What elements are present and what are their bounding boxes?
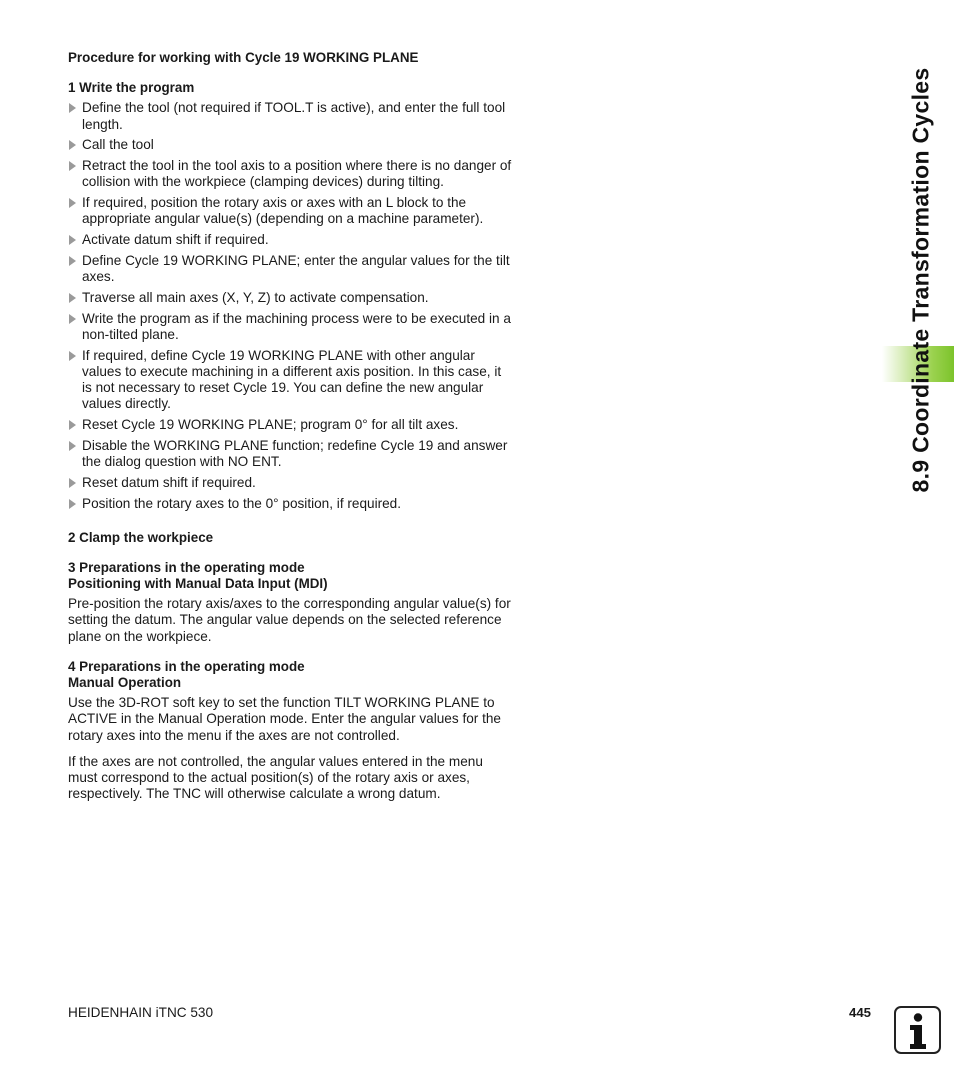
section-2-title: 2 Clamp the workpiece xyxy=(68,529,214,545)
list-item: Position the rotary axes to the 0° position, if required. xyxy=(68,496,513,512)
triangle-right-icon xyxy=(69,441,76,451)
section-4-text-2: If the axes are not controlled, the angular values entered in the menu must correspond to the actual position(s) of the rotary axis or axes, respectively. The TNC will otherwise calculate a wrong datum. xyxy=(68,753,483,802)
footer-product: HEIDENHAIN iTNC 530 xyxy=(68,1005,214,1020)
triangle-right-icon xyxy=(69,161,76,171)
list-item: If required, define Cycle 19 WORKING PLANE with other angular values to execute machining in a different axis position. In this case, it is not necessary to reset Cycle 19. You can define the new angular values directly. xyxy=(68,348,513,413)
page-number: 445 xyxy=(849,1005,872,1020)
chapter-side-title: 8.9 Coordinate Transformation Cycles xyxy=(907,67,934,493)
procedure-heading: Procedure for working with Cycle 19 WORKING PLANE xyxy=(68,50,419,65)
section-4-text-1: Use the 3D-ROT soft key to set the function TILT WORKING PLANE to ACTIVE in the Manual Operation mode. Enter the angular values for the rotary axes into the menu if the axes are not controlled. xyxy=(68,695,501,743)
list-item: Define the tool (not required if TOOL.T is active), and enter the full tool length. xyxy=(68,100,513,132)
list-item: If required, position the rotary axis or axes with an L block to the appropriate angular value(s) (depending on a machine parameter). xyxy=(68,195,513,227)
triangle-right-icon xyxy=(69,140,76,150)
triangle-right-icon xyxy=(69,293,76,303)
triangle-right-icon xyxy=(69,351,76,361)
list-item: Disable the WORKING PLANE function; redefine Cycle 19 and answer the dialog question with NO ENT. xyxy=(68,438,513,470)
section-4-title-line1: 4 Preparations in the operating mode xyxy=(68,658,305,674)
section-4-title-line2: Manual Operation xyxy=(68,675,182,691)
triangle-right-icon xyxy=(69,478,76,488)
triangle-right-icon xyxy=(69,499,76,509)
section-3-title-line1: 3 Preparations in the operating mode xyxy=(68,559,305,575)
triangle-right-icon xyxy=(69,256,76,266)
list-item: Traverse all main axes (X, Y, Z) to activate compensation. xyxy=(68,290,513,306)
triangle-right-icon xyxy=(69,420,76,430)
triangle-right-icon xyxy=(69,314,76,324)
triangle-right-icon xyxy=(69,198,76,208)
section-3-text: Pre-position the rotary axis/axes to the corresponding angular value(s) for setting the datum. The angular value depends on the selected reference plane on the workpiece. xyxy=(68,596,511,644)
list-item: Call the tool xyxy=(68,137,513,153)
section-3-title-line2: Positioning with Manual Data Input (MDI) xyxy=(68,576,328,591)
info-icon xyxy=(894,1006,941,1054)
section-1-title: 1 Write the program xyxy=(68,80,195,96)
step-list xyxy=(68,100,513,512)
triangle-right-icon xyxy=(69,103,76,113)
list-item: Write the program as if the machining process were to be executed in a non-tilted plane. xyxy=(68,311,513,343)
list-item: Reset Cycle 19 WORKING PLANE; program 0° for all tilt axes. xyxy=(68,417,513,433)
list-item: Activate datum shift if required. xyxy=(68,232,513,248)
list-item: Retract the tool in the tool axis to a position where there is no danger of collision with the workpiece (clamping devices) during tilting. xyxy=(68,158,513,190)
list-item: Reset datum shift if required. xyxy=(68,475,513,491)
list-item: Define Cycle 19 WORKING PLANE; enter the angular values for the tilt axes. xyxy=(68,253,513,285)
main-content xyxy=(68,50,513,802)
triangle-right-icon xyxy=(69,235,76,245)
